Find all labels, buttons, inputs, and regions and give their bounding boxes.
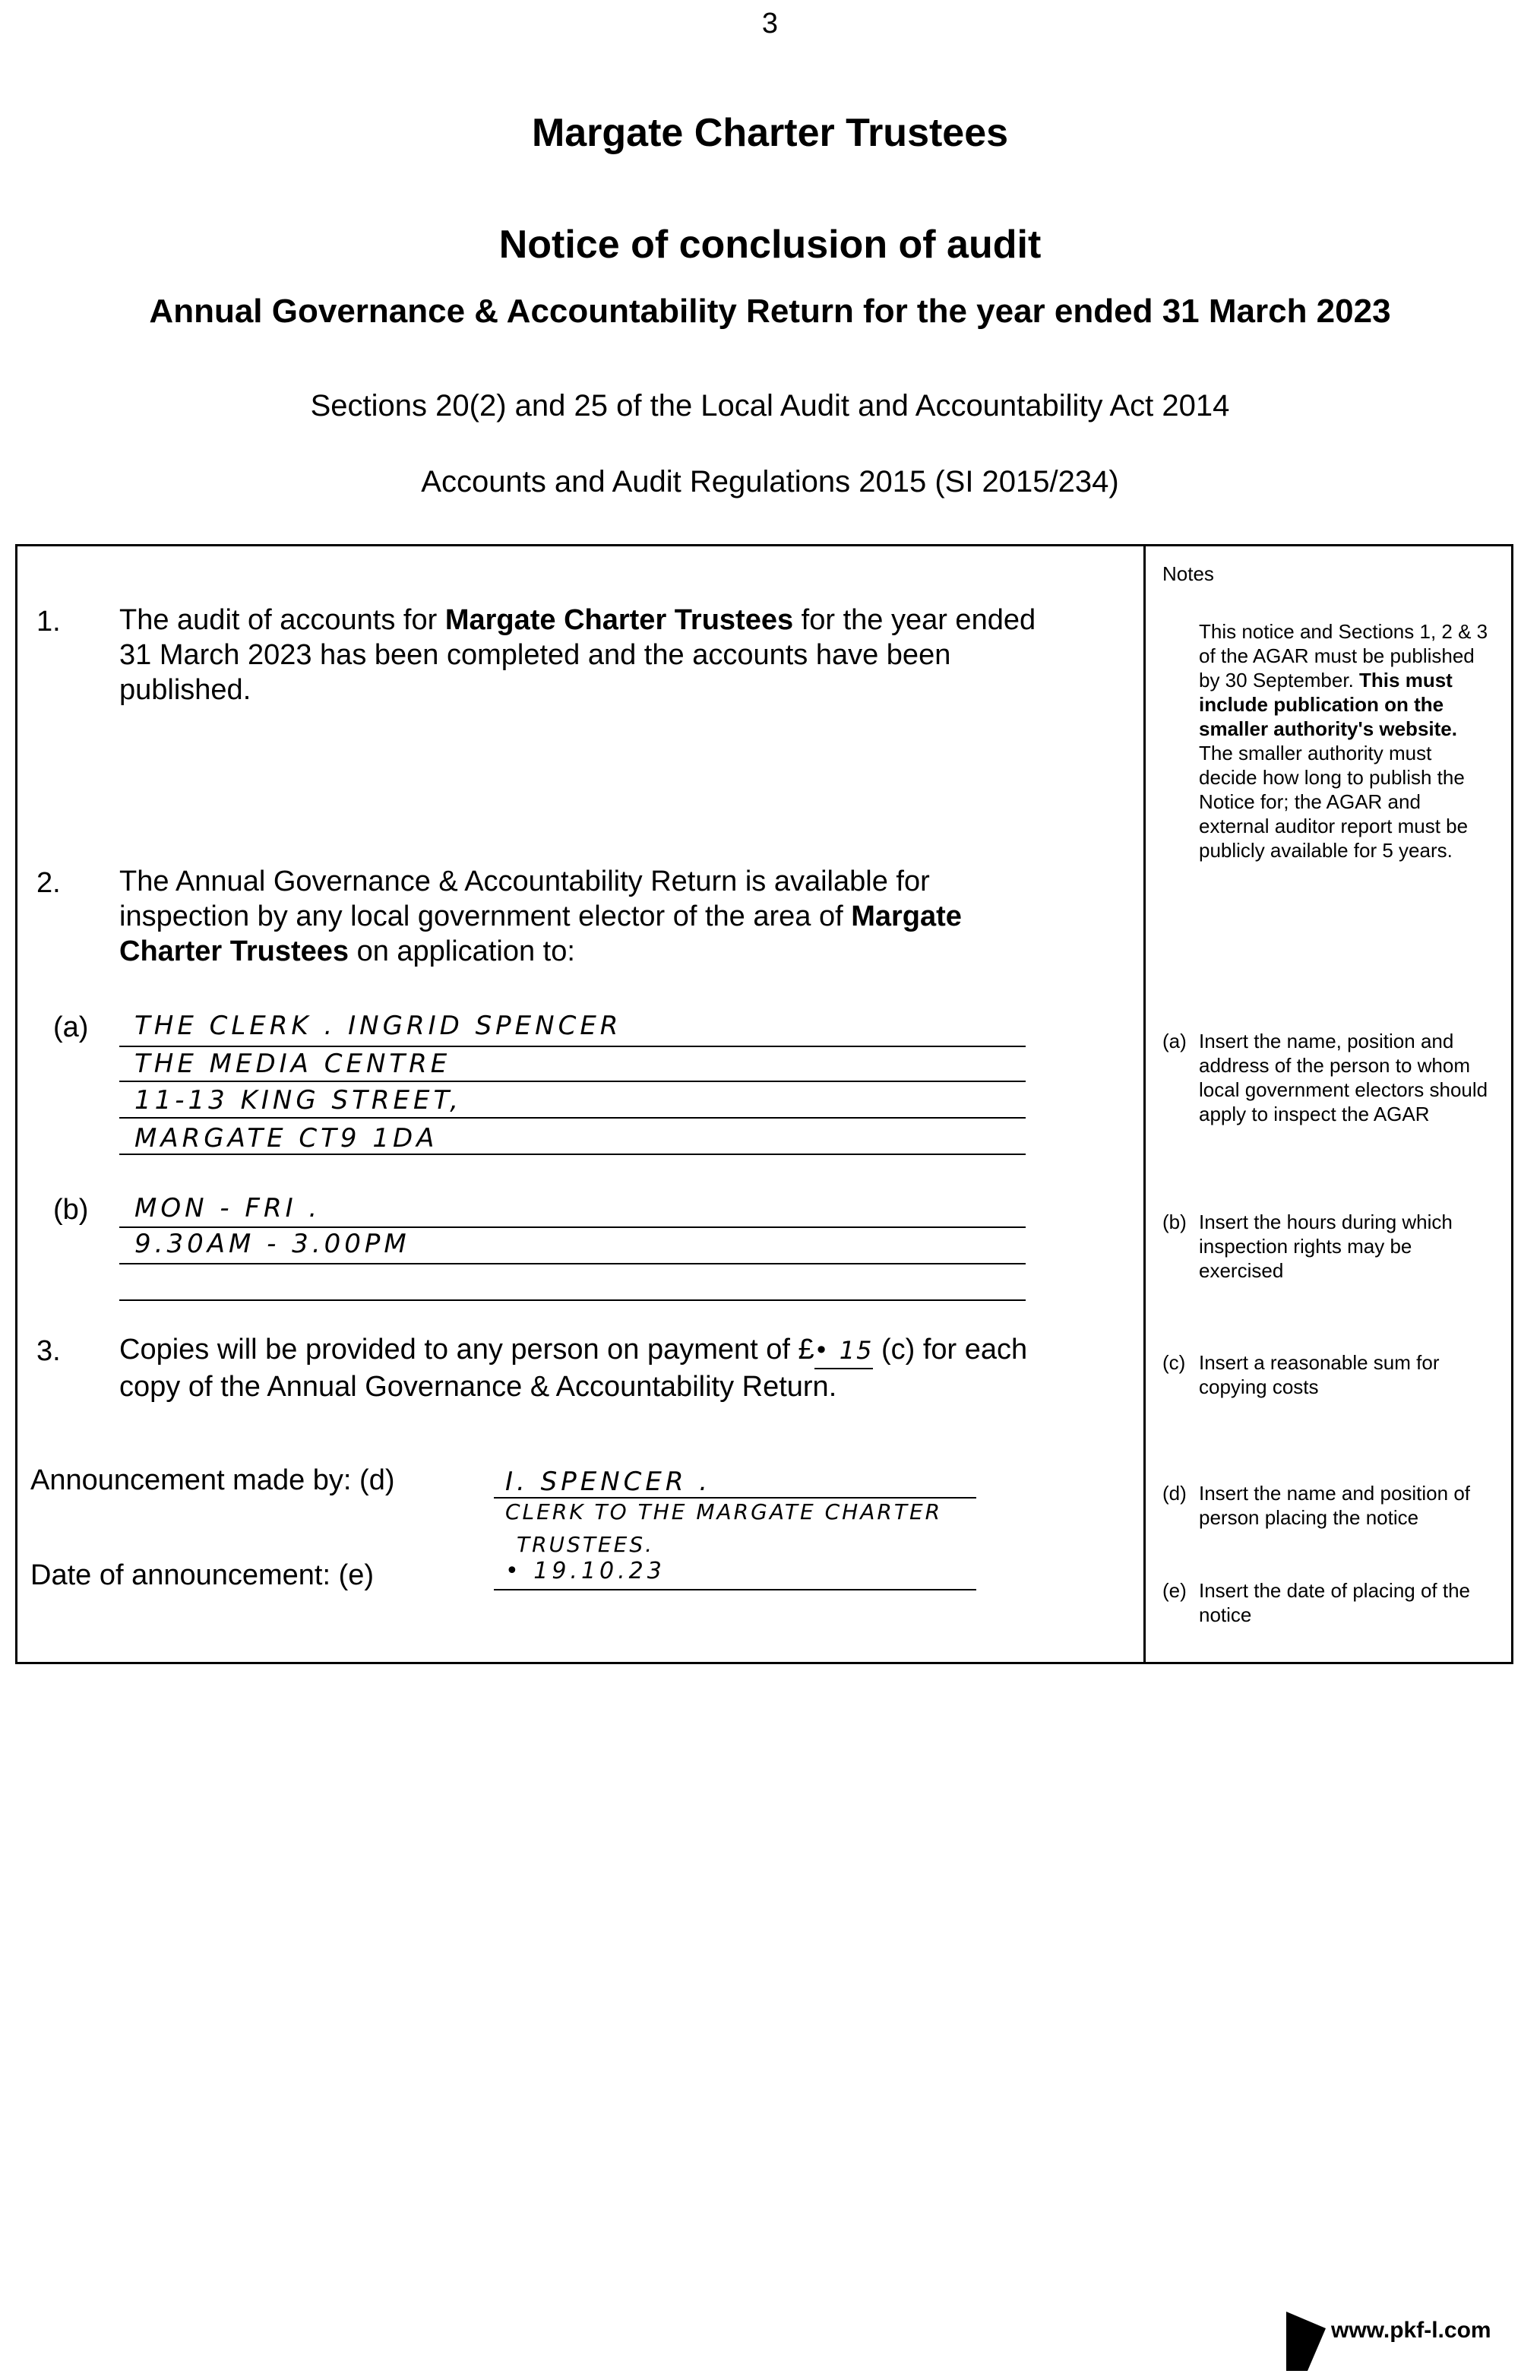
notice-subheading: Annual Governance & Accountability Return for the year ended 31 March 2023 (149, 293, 1391, 330)
handwritten-contact-line-4: MARGATE CT9 1DA (134, 1123, 438, 1154)
item-b-label: (b) (53, 1194, 89, 1226)
legislation-reference: Sections 20(2) and 25 of the Local Audit and Accountability Act 2014 (310, 389, 1230, 423)
note-publication: This notice and Sections 1, 2 & 3 of the AGAR must be published by 30 September. This must include publication on the smaller authority's website. The smaller authority must decide how long to publish the Notice for; the AGAR and external auditor report must be publicly available for 5 years. (1199, 620, 1488, 862)
note-c-label: (c) (1162, 1351, 1186, 1374)
handwritten-announcer-position: CLERK TO THE MARGATE CHARTER (505, 1499, 943, 1524)
handwritten-hours-line-2: 9.30AM - 3.00PM (134, 1229, 410, 1259)
fill-line (119, 1117, 1026, 1119)
note-b-text: Insert the hours during which inspection rights may be exercised (1199, 1211, 1453, 1282)
handwritten-announcer-name: I. SPENCER . (505, 1467, 712, 1497)
note-b-label: (b) (1162, 1211, 1187, 1233)
fill-line (119, 1263, 1026, 1264)
fill-line (119, 1081, 1026, 1082)
handwritten-contact-line-1: THE CLERK . INGRID SPENCER (134, 1011, 622, 1041)
note-a-label: (a) (1162, 1030, 1187, 1052)
item-2-number: 2. (36, 867, 61, 899)
fill-line (119, 1046, 1026, 1047)
handwritten-contact-line-2: THE MEDIA CENTRE (134, 1049, 451, 1079)
fill-line (119, 1299, 1026, 1301)
item-1-text: The audit of accounts for Margate Charter Trustees for the year ended 31 March 2023 has been completed and the accounts have been published. (119, 604, 1036, 706)
item-2-text: The Annual Governance & Accountability Return is available for inspection by any local government elector of the area of Margate Charter Trustees on application to: (119, 866, 962, 967)
document-title: Margate Charter Trustees (531, 111, 1009, 155)
regulations-reference: Accounts and Audit Regulations 2015 (SI 2015/234) (421, 465, 1119, 498)
page-number: 3 (761, 8, 779, 40)
notes-heading: Notes (1162, 562, 1214, 585)
note-d-text: Insert the name and position of person placing the notice (1199, 1482, 1471, 1529)
fill-line (494, 1589, 976, 1590)
notes-column-divider (1143, 544, 1146, 1664)
note-a-text: Insert the name, position and address of the person to whom local government electors should apply to inspect the AGAR (1199, 1030, 1488, 1125)
handwritten-announcer-position-cont: TRUSTEES. (517, 1532, 654, 1557)
note-e-label: (e) (1162, 1579, 1187, 1602)
item-a-label: (a) (53, 1011, 89, 1043)
item-1-number: 1. (36, 606, 61, 638)
note-e-text: Insert the date of placing of the notice (1199, 1579, 1471, 1626)
notice-heading: Notice of conclusion of audit (498, 223, 1042, 267)
item-3-text: Copies will be provided to any person on payment of £• 15 (c) for each copy of the Annual Governance & Accountability Return. (119, 1334, 1028, 1403)
pkf-logo-icon (1286, 2312, 1326, 2371)
date-of-announcement-label: Date of announcement: (e) (30, 1559, 375, 1591)
note-d-label: (d) (1162, 1482, 1187, 1505)
fill-line (119, 1154, 1026, 1155)
item-3-number: 3. (36, 1335, 61, 1367)
note-c-text: Insert a reasonable sum for copying costs (1199, 1351, 1440, 1398)
handwritten-announcement-date: • 19.10.23 (505, 1558, 666, 1584)
announcement-made-by-label: Announcement made by: (d) (30, 1464, 395, 1496)
handwritten-contact-line-3: 11-13 KING STREET, (134, 1085, 462, 1116)
handwritten-fee: • 15 (814, 1333, 874, 1369)
handwritten-hours-line-1: MON - FRI . (134, 1193, 321, 1223)
fill-line (119, 1226, 1026, 1228)
fill-line (494, 1497, 976, 1499)
footer-website[interactable]: www.pkf-l.com (1331, 2318, 1491, 2343)
